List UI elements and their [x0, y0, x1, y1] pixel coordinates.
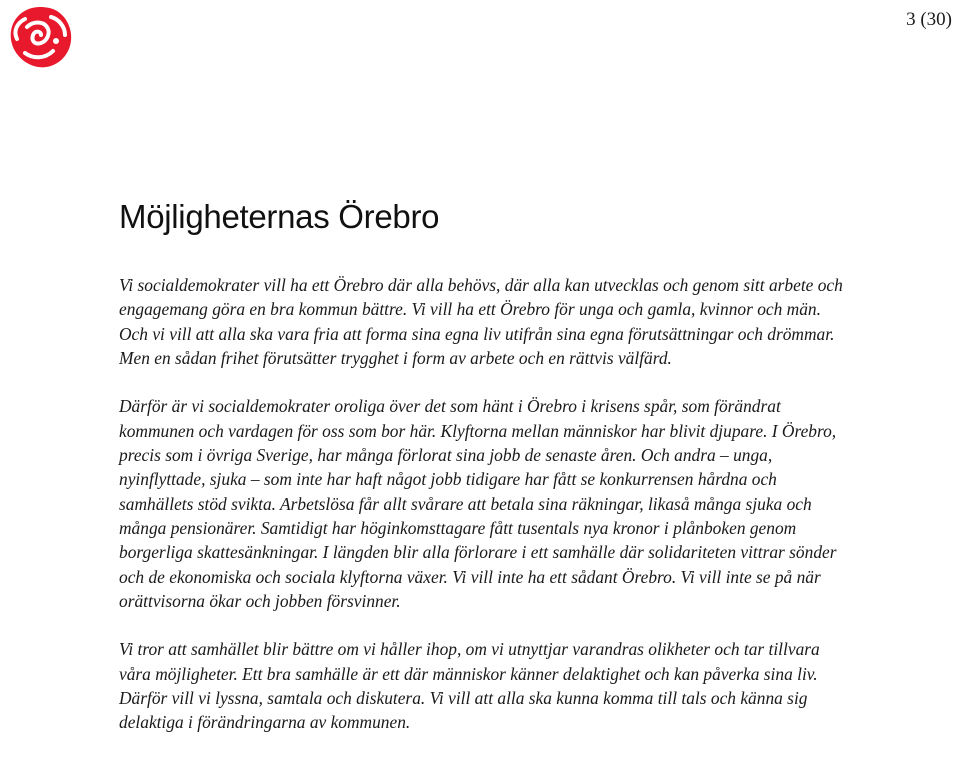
- paragraph: Vi socialdemokrater vill ha ett Örebro där alla behövs, där alla kan utvecklas och genom sitt arbete och engagemang göra en bra kommun bättre. Vi vill ha ett Örebro för unga och gamla, kvinnor och män. Och vi vill att alla ska vara fria att forma sina egna liv utifrån sina egna förutsättningar och drömmar. Men en sådan frihet förutsätter trygghet i form av arbete och en rättvis välfärd.: [119, 275, 843, 368]
- red-rose-logo-icon: [5, 3, 75, 73]
- page-number: 3 (30): [906, 9, 952, 30]
- paragraph: Vi tror att samhället blir bättre om vi håller ihop, om vi utnyttjar varandras olikheter och tar tillvara våra möjligheter. Ett bra samhälle är ett där människor känner delaktighet och kan påverka sina liv. Därför vill vi lyssna, samtala och diskutera. Vi vill att alla ska kunna komma till tals och känna sig delaktiga i förändringarna av kommunen.: [119, 639, 820, 733]
- page-title: Möjligheternas Örebro: [119, 198, 440, 235]
- paragraph: Därför är vi socialdemokrater oroliga över det som hänt i Örebro i krisens spår, som förändrat kommunen och vardagen för oss som bor här. Klyftorna mellan människor har blivit djupare. I Örebro, precis som i övriga Sverige, har många förlorat sina jobb de senaste åren. Och andra – unga, nyinflyttade, sjuka – som inte har haft något jobb tidigare har fått se konkurrensen hårdna och samhällets stöd svikta. Arbetslösa får allt svårare att betala sina räkningar, likaså många sjuka och många pensionärer. Samtidigt har höginkomsttagare fått tusentals nya kronor i plånboken genom borgerliga skattesänkningar. I längden blir alla förlorare i ett samhälle där solidariteten vittrar sönder och de ekonomiska och sociala klyftorna växer. Vi vill inte ha ett sådant Örebro. Vi vill inte se på när orättvisorna ökar och jobben försvinner.: [119, 396, 837, 611]
- document-body: [119, 273, 849, 759]
